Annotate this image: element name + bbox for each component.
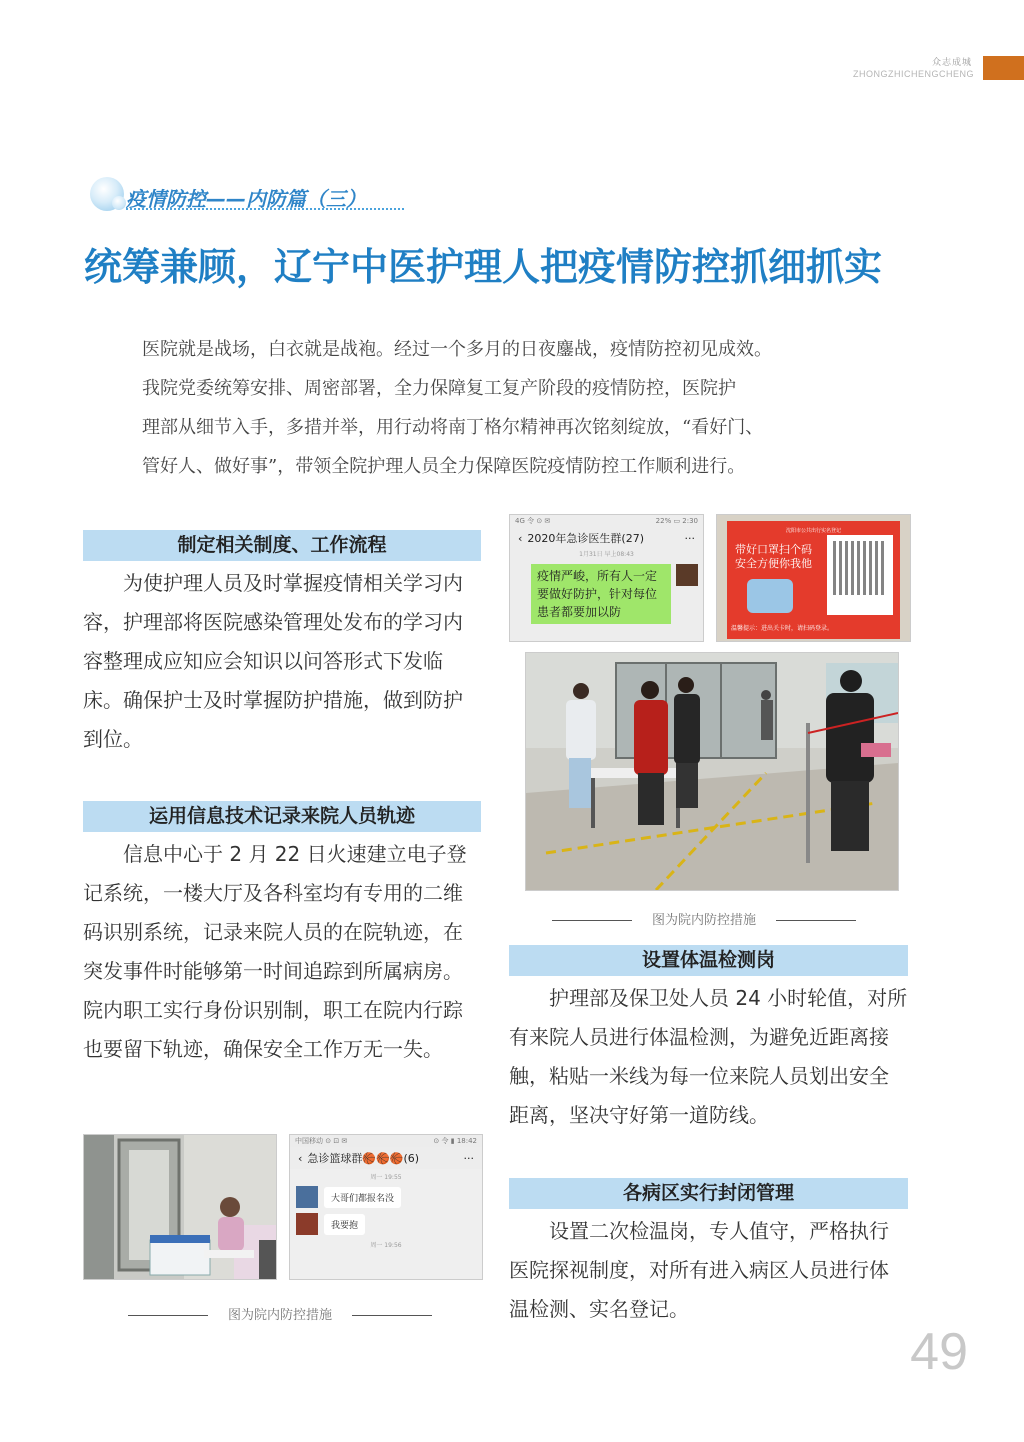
photo-chat-screenshot-1 bbox=[509, 514, 704, 642]
more-icon: ··· bbox=[684, 531, 695, 545]
section-body: 设置二次检温岗，专人值守，严格执行医院探视制度，对所有进入病区人员进行体温检测、实名登记。 bbox=[509, 1219, 889, 1321]
chat-back-icon: ‹ bbox=[518, 531, 523, 545]
chat-time: 周一 19:55 bbox=[370, 1174, 402, 1181]
chat-back-icon: ‹ bbox=[298, 1151, 303, 1165]
bubble-decoration-small bbox=[112, 196, 126, 210]
magazine-name-cn: 众志成城 bbox=[931, 58, 972, 68]
chat-group-name: 2020年急诊医生群(27) bbox=[527, 532, 644, 545]
chat-group-name: 急诊篮球群🏀🏀🏀(6) bbox=[307, 1152, 420, 1165]
avatar bbox=[296, 1213, 318, 1235]
chat-time: 周一 19:56 bbox=[370, 1242, 402, 1249]
mask-icon bbox=[747, 579, 793, 613]
section-tag: 疫情防控——内防篇（三） bbox=[126, 187, 366, 211]
poster-footer: 温馨提示：进出关卡时，请扫码登录。 bbox=[731, 625, 834, 632]
status-bar-left: 中国移动 ⊙ ⊡ ✉ bbox=[295, 1137, 348, 1145]
status-bar-left: 4G 令 ⊙ ✉ bbox=[515, 517, 551, 525]
section-heading: 设置体温检测岗 bbox=[509, 945, 908, 976]
intro-paragraph bbox=[142, 330, 862, 486]
status-bar-right: ⊙ 令 ▮ 18:42 bbox=[433, 1137, 477, 1145]
section-body: 为使护理人员及时掌握疫情相关学习内容，护理部将医院感染管理处发布的学习内容整理成应知应会知识以问答形式下发临床。确保护士及时掌握防护措施，做到防护到位。 bbox=[83, 571, 463, 751]
status-bar-right: 22% ▭ 2:30 bbox=[655, 517, 698, 525]
photo-chat-screenshot-2 bbox=[289, 1134, 483, 1280]
chat-message: 大哥们都报名没 bbox=[324, 1187, 401, 1208]
section-heading: 运用信息技术记录来院人员轨迹 bbox=[83, 801, 481, 832]
photo-caption-left: 图为院内防控措施 bbox=[128, 1304, 452, 1323]
section-heading: 各病区实行封闭管理 bbox=[509, 1178, 908, 1209]
chat-time: 1月31日 早上08:43 bbox=[579, 551, 634, 558]
more-icon: ··· bbox=[463, 1151, 474, 1165]
section-closed-management bbox=[509, 1178, 908, 1329]
photo-qr-poster bbox=[716, 514, 911, 642]
intro-line: 我院党委统筹安排、周密部署，全力保障复工复产阶段的疫情防控，医院护 bbox=[142, 378, 736, 399]
magazine-name-en: ZHONGZHICHENGCHENG bbox=[853, 69, 974, 79]
chat-message: 疫情严峻，所有人一定要做好防护，针对每位患者都要加以防 bbox=[531, 564, 671, 624]
intro-line: 医院就是战场，白衣就是战袍。经过一个多月的日夜鏖战，疫情防控初见成效。 bbox=[142, 339, 772, 360]
poster-header: 沈阳市公共出行实名登记 bbox=[785, 528, 841, 534]
photo-temperature-desk bbox=[83, 1134, 277, 1280]
intro-line: 管好人、做好事”，带领全院护理人员全力保障医院疫情防控工作顺利进行。 bbox=[142, 456, 746, 477]
section-body: 护理部及保卫处人员 24 小时轮值，对所有来院人员进行体温检测，为避免近距离接触，粘贴一米线为每一位来院人员划出安全距离，坚决守好第一道防线。 bbox=[509, 986, 908, 1127]
section-temperature bbox=[509, 945, 908, 1135]
qr-code-icon bbox=[827, 535, 893, 615]
photo-hall-checkpoint bbox=[525, 652, 899, 891]
section-body: 信息中心于 2 月 22 日火速建立电子登记系统，一楼大厅及各科室均有专用的二维码识别系统，记录来院人员的在院轨迹，在突发事件时能够第一时间追踪到所属病房。院内职工实行身份识别制，职工在院内行踪也要留下轨迹，确保安全工作万无一失。 bbox=[83, 842, 467, 1061]
poster-text: 带好口罩扫个码 安全方便你我他 bbox=[735, 543, 812, 570]
avatar bbox=[676, 564, 698, 586]
photo-caption-right: 图为院内防控措施 bbox=[552, 909, 876, 928]
page-number: 49 bbox=[910, 1323, 968, 1381]
section-tag-underline bbox=[126, 208, 404, 210]
chat-message: 我要抱 bbox=[324, 1214, 365, 1235]
avatar bbox=[296, 1186, 318, 1208]
section-rules bbox=[83, 530, 481, 759]
header-accent-bar bbox=[983, 56, 1024, 80]
section-heading: 制定相关制度、工作流程 bbox=[83, 530, 481, 561]
intro-line: 理部从细节入手，多措并举，用行动将南丁格尔精神再次铭刻绽放，“看好门、 bbox=[142, 417, 764, 438]
article-title: 统筹兼顾，辽宁中医护理人把疫情防控抓细抓实 bbox=[84, 244, 883, 289]
section-tracking bbox=[83, 801, 481, 1069]
